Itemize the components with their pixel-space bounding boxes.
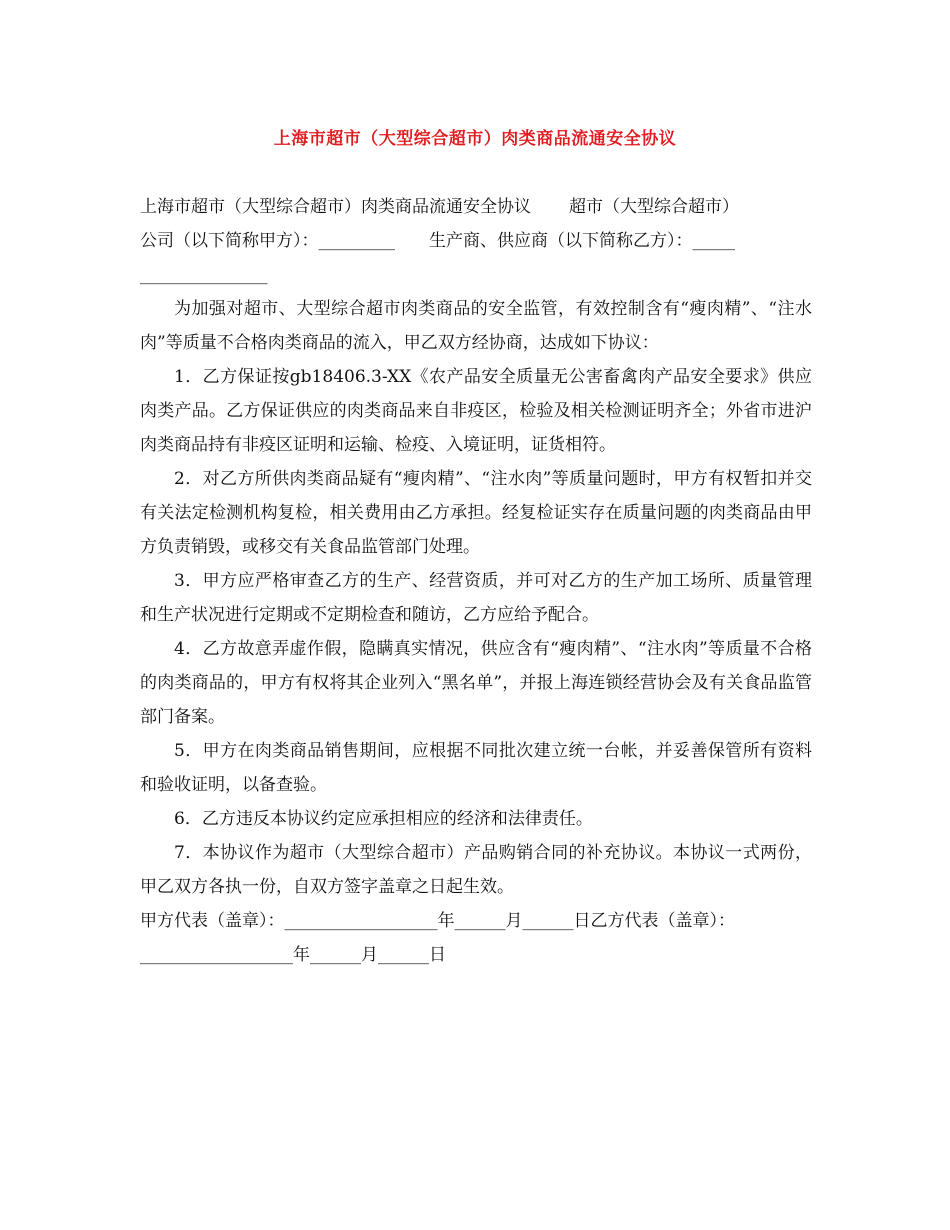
paragraph-clause-6: 6．乙方违反本协议约定应承担相应的经济和法律责任。 [174,809,593,829]
document-title: 上海市超市（大型综合超市）肉类商品流通安全协议 [273,129,677,149]
header-line-1 [140,190,812,224]
paragraph-clause-3: 3．甲方应严格审查乙方的生产、经营资质，并可对乙方的生产加工场所、质量管理和生产状况进行定期或不定期检查和随访，乙方应给予配合。 [140,571,812,625]
signature-line-1: 甲方代表（盖章）：__________________年______月______日乙方代表（盖章）： [140,911,735,931]
document-body [140,190,812,972]
party-a-company-prefix: 超市（大型综合超市） [569,197,739,217]
party-b-field: 生产商、供应商（以下简称乙方）：_____ [429,231,735,251]
header-line-2 [140,224,812,258]
paragraph-clause-5: 5．甲方在肉类商品销售期间，应根据不同批次建立统一台帐，并妥善保管所有资料和验收证明，以备查验。 [140,741,812,795]
paragraph-clause-2: 2．对乙方所供肉类商品疑有“瘦肉精”、“注水肉”等质量问题时，甲方有权暂扣并交有关法定检测机构复检，相关费用由乙方承担。经复检证实存在质量问题的肉类商品由甲方负责销毁，或移交有关食品监管部门处理。 [140,469,812,557]
paragraph-clause-7: 7．本协议作为超市（大型综合超市）产品购销合同的补充协议。本协议一式两份，甲乙双方各执一份，自双方签字盖章之日起生效。 [140,843,812,897]
paragraph-clause-1: 1．乙方保证按gb18406.3-XX《农产品安全质量无公害畜禽肉产品安全要求》供应肉类产品。乙方保证供应的肉类商品来自非疫区，检验及相关检测证明齐全；外省市进沪肉类商品持有非疫区证明和运输、检疫、入境证明，证货相符。 [140,367,812,455]
party-a-field: 公司（以下简称甲方）：_________ [140,231,395,251]
agreement-name: 上海市超市（大型综合超市）肉类商品流通安全协议 [140,197,531,217]
paragraph-clause-4: 4．乙方故意弄虚作假，隐瞒真实情况，供应含有“瘦肉精”、“注水肉”等质量不合格的肉类商品的，甲方有权将其企业列入“黑名单”，并报上海连锁经营协会及有关食品监管部门备案。 [140,639,812,727]
party-b-blank: _______________ [140,265,268,285]
header-line-3 [140,258,812,292]
paragraph-intro: 为加强对超市、大型综合超市肉类商品的安全监管，有效控制含有“瘦肉精”、“注水肉”等质量不合格肉类商品的流入，甲乙双方经协商，达成如下协议： [140,299,812,353]
signature-line-2: __________________年______月______日 [140,945,446,965]
